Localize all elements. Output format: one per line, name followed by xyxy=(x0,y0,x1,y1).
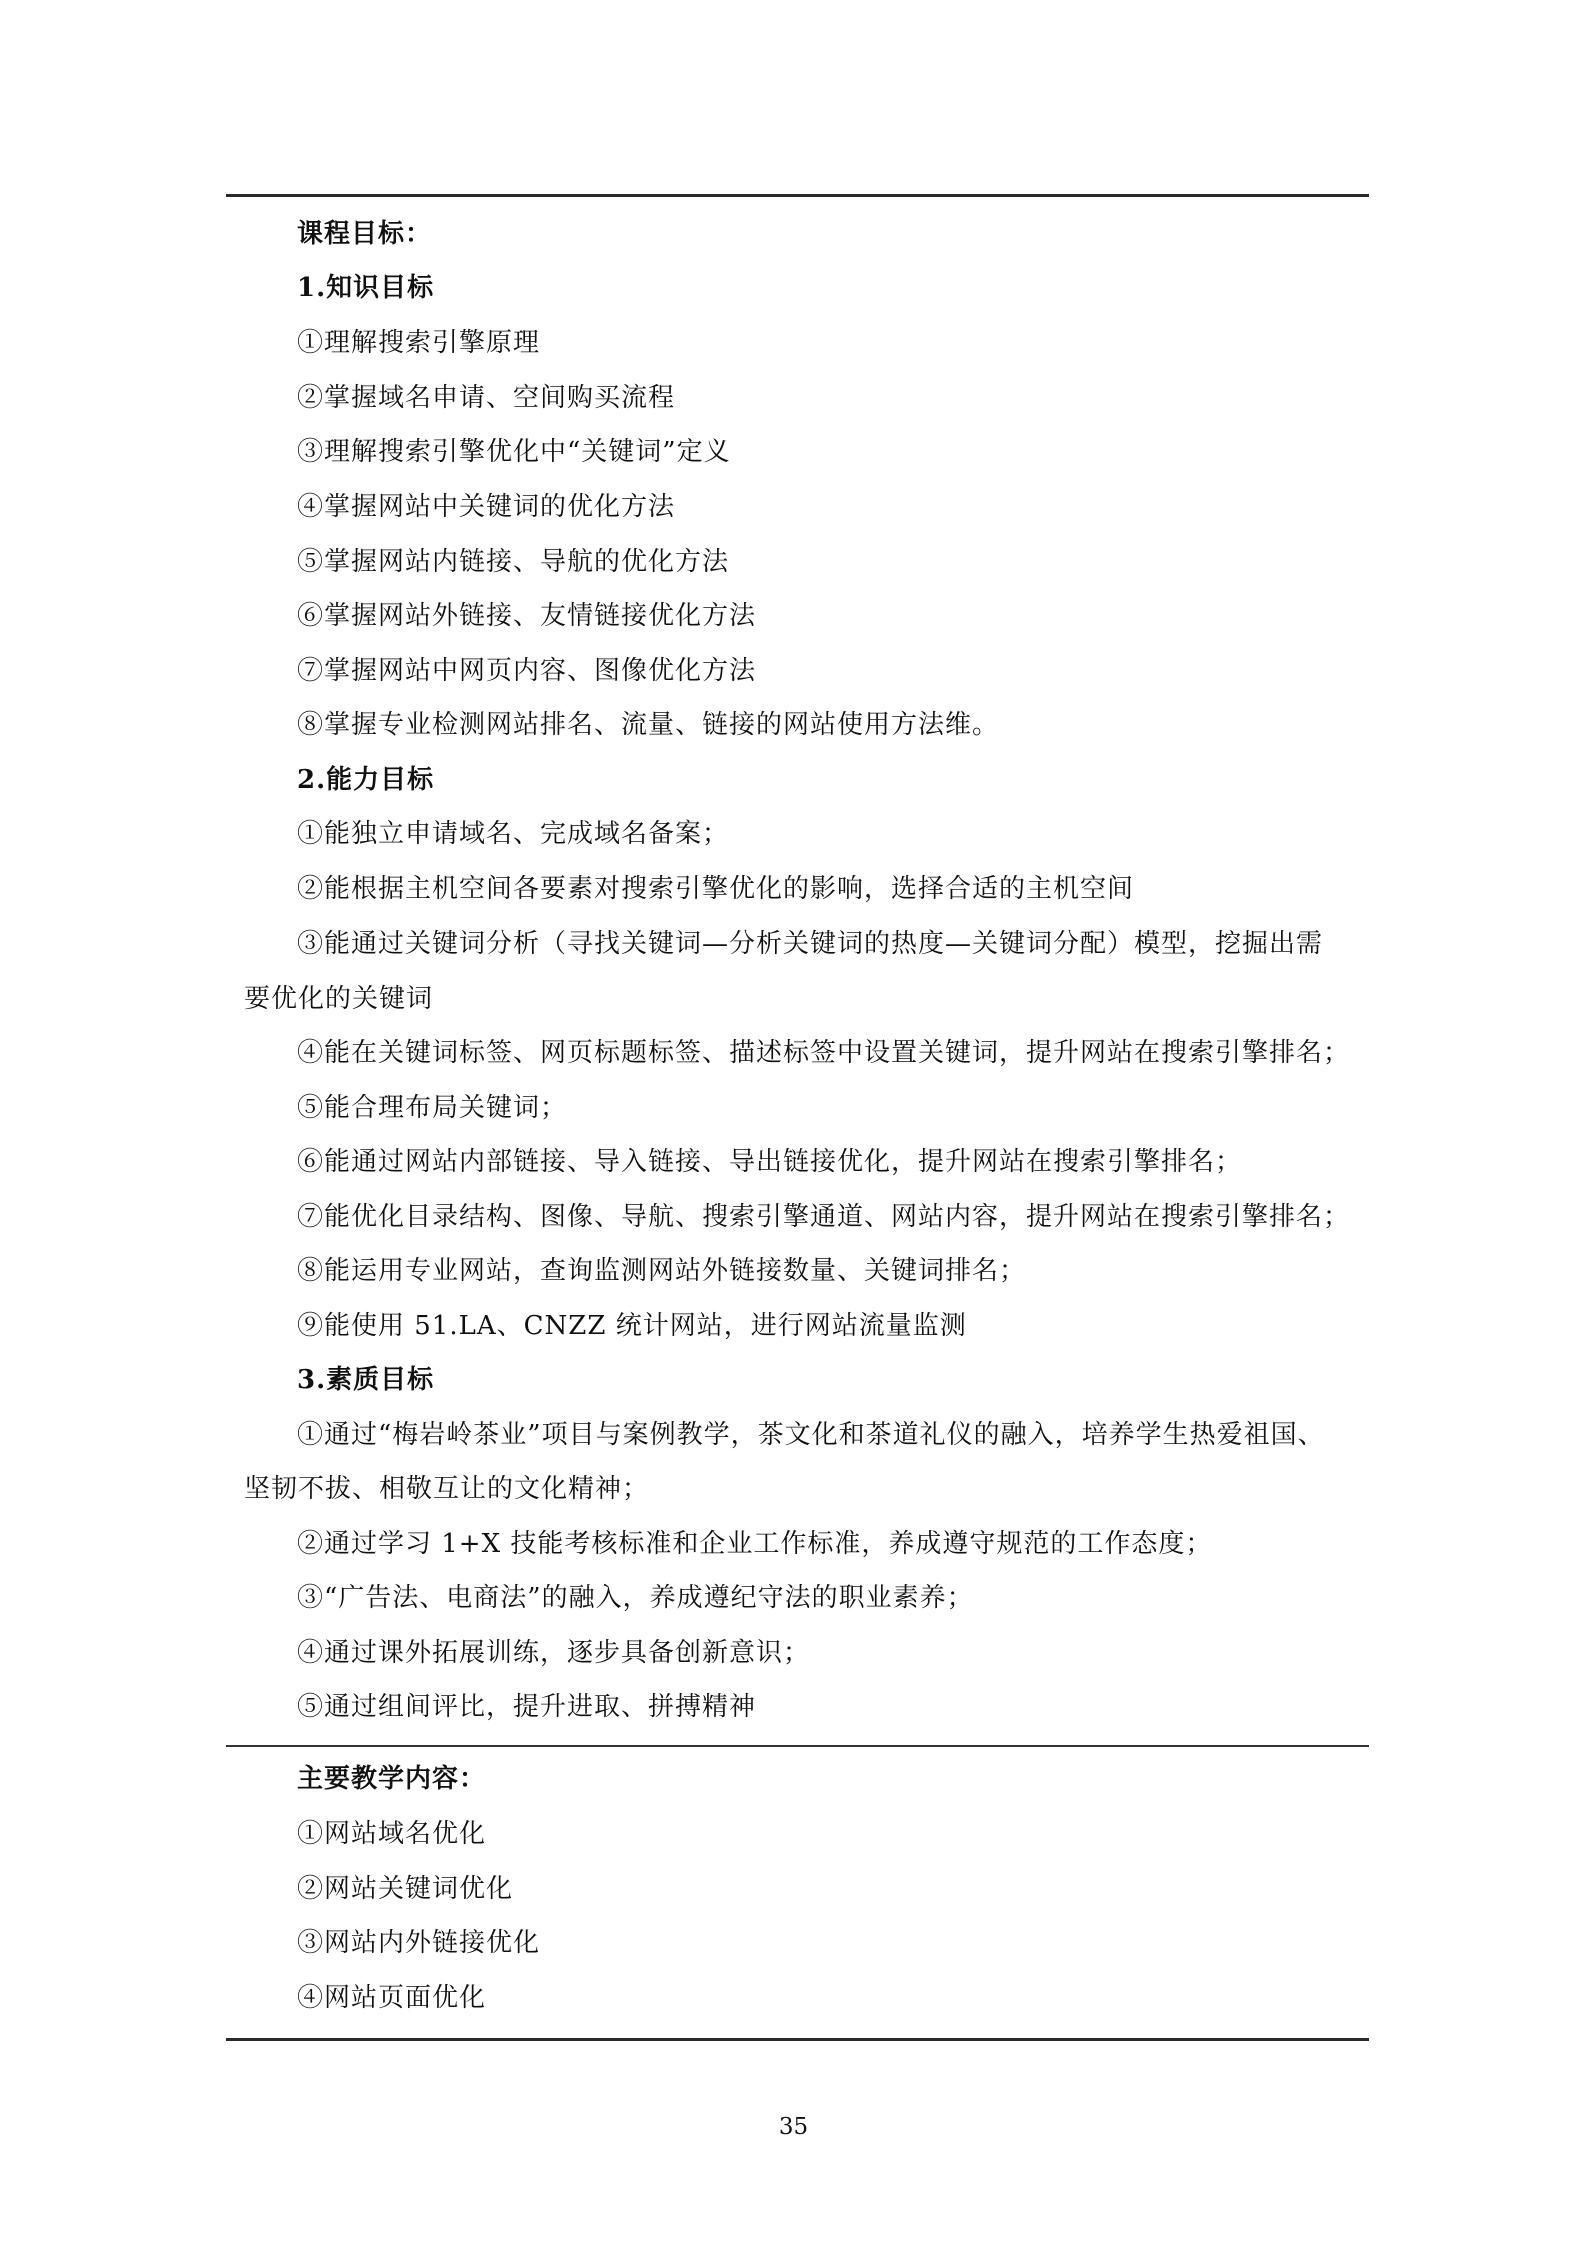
knowledge-item-4: ④掌握网站中关键词的优化方法 xyxy=(297,492,676,522)
ability-item-3: ③能通过关键词分析（寻找关键词—分析关键词的热度—关键词分配）模型，挖掘出需 xyxy=(297,929,1324,959)
knowledge-item-7: ⑦掌握网站中网页内容、图像优化方法 xyxy=(297,656,757,686)
quality-item-1-continued: 坚韧不拔、相敬互让的文化精神； xyxy=(244,1474,650,1504)
ability-item-6: ⑥能通过网站内部链接、导入链接、导出链接优化，提升网站在搜索引擎排名； xyxy=(297,1147,1243,1177)
section-divider xyxy=(226,1745,1369,1747)
quality-item-5: ⑤通过组间评比，提升进取、拼搏精神 xyxy=(297,1692,757,1722)
ability-item-3-continued: 要优化的关键词 xyxy=(244,984,434,1014)
ability-item-7: ⑦能优化目录结构、图像、导航、搜索引擎通道、网站内容，提升网站在搜索引擎排名； xyxy=(297,1202,1351,1232)
content-item-4: ④网站页面优化 xyxy=(297,1983,487,2013)
knowledge-item-1: ①理解搜索引擎原理 xyxy=(297,328,541,358)
knowledge-heading: 1.知识目标 xyxy=(297,273,435,303)
knowledge-item-3: ③理解搜索引擎优化中“关键词”定义 xyxy=(297,437,731,467)
quality-item-4: ④通过课外拓展训练，逐步具备创新意识； xyxy=(297,1638,811,1668)
knowledge-item-2: ②掌握域名申请、空间购买流程 xyxy=(297,383,676,413)
content-item-2: ②网站关键词优化 xyxy=(297,1874,514,1904)
knowledge-item-5: ⑤掌握网站内链接、导航的优化方法 xyxy=(297,547,730,577)
content-title: 主要教学内容： xyxy=(297,1764,487,1794)
top-rule xyxy=(226,194,1369,197)
quality-heading: 3.素质目标 xyxy=(297,1365,435,1395)
quality-item-2: ②通过学习 1+X 技能考核标准和企业工作标准，养成遵守规范的工作态度； xyxy=(297,1529,1213,1559)
ability-item-9: ⑨能使用 51.LA、CNZZ 统计网站，进行网站流量监测 xyxy=(297,1311,967,1341)
ability-item-5: ⑤能合理布局关键词； xyxy=(297,1093,568,1123)
page-number: 35 xyxy=(778,2114,809,2140)
bottom-rule xyxy=(226,2038,1369,2041)
ability-item-2: ②能根据主机空间各要素对搜索引擎优化的影响，选择合适的主机空间 xyxy=(297,874,1135,904)
content-item-1: ①网站域名优化 xyxy=(297,1819,487,1849)
ability-item-1: ①能独立申请域名、完成域名备案； xyxy=(297,819,730,849)
objectives-title: 课程目标： xyxy=(297,219,433,249)
ability-heading: 2.能力目标 xyxy=(297,765,435,795)
quality-item-3: ③“广告法、电商法”的融入，养成遵纪守法的职业素养； xyxy=(297,1583,974,1613)
knowledge-item-6: ⑥掌握网站外链接、友情链接优化方法 xyxy=(297,601,757,631)
ability-item-8: ⑧能运用专业网站，查询监测网站外链接数量、关键词排名； xyxy=(297,1256,1027,1286)
ability-item-4: ④能在关键词标签、网页标题标签、描述标签中设置关键词，提升网站在搜索引擎排名； xyxy=(297,1038,1351,1068)
content-item-3: ③网站内外链接优化 xyxy=(297,1928,541,1958)
quality-item-1: ①通过“梅岩岭茶业”项目与案例教学，茶文化和茶道礼仪的融入，培养学生热爱祖国、 xyxy=(297,1420,1325,1450)
knowledge-item-8: ⑧掌握专业检测网站排名、流量、链接的网站使用方法维。 xyxy=(297,710,1000,740)
